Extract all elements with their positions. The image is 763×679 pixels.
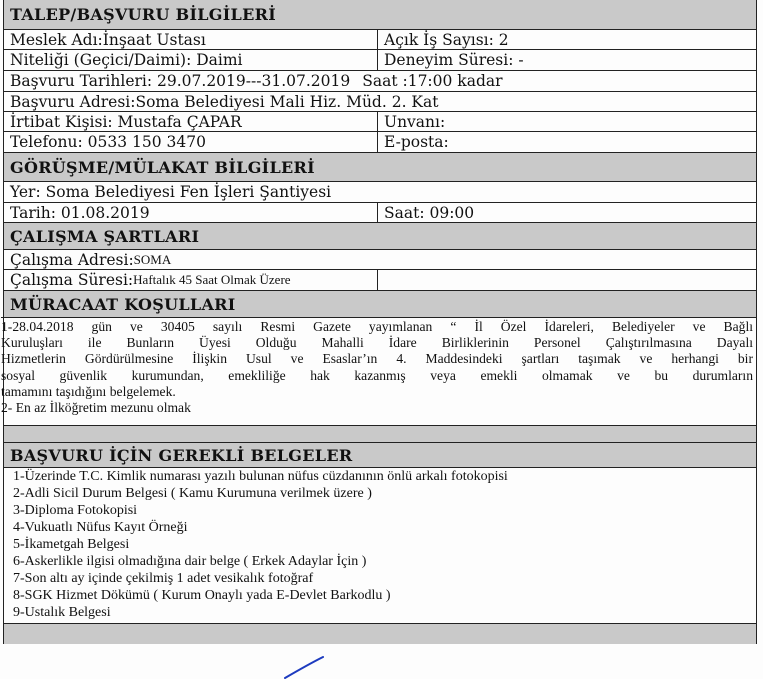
calisma-header	[4, 222, 756, 249]
calisma-sure-value: Haftalık 45 Saat Olmak Üzere	[133, 272, 291, 287]
telefon-row	[4, 131, 756, 152]
muracaat-line: sosyal güvenlik kurumundan, emekliliğe hak kazanmış veya emekli olmamak ve bu durumların	[1, 367, 753, 383]
muracaat-line: tamamını taşıdığını belgelemek.	[1, 383, 176, 399]
list-item: 2-Adli Sicil Durum Belgesi ( Kamu Kurumuna verilmek üzere )	[13, 486, 372, 501]
calisma-title: ÇALIŞMA ŞARTLARI	[10, 226, 200, 246]
basvuru-tarih-cell	[4, 71, 756, 91]
list-item: 6-Askerlikle ilgisi olmadığına dair belge ( Erkek Adaylar İçin )	[13, 554, 367, 569]
nitelik-row	[4, 49, 756, 70]
muracaat-header	[4, 290, 756, 317]
basvuru-adres-row	[4, 91, 756, 111]
muracaat-line: 2- En az İlköğretim mezunu olmak	[1, 400, 191, 416]
telefon-cell: Telefonu: 0533 150 3470	[4, 132, 378, 152]
section-separator-band	[4, 425, 756, 442]
calisma-sure-label: Çalışma Süresi:	[10, 271, 134, 289]
muracaat-title: MÜRACAAT KOŞULLARI	[10, 294, 236, 314]
talep-title: TALEP/BAŞVURU BİLGİLERİ	[10, 5, 276, 24]
calisma-adres-row	[4, 249, 756, 269]
basvuru-adres-cell: Başvuru Adresi:Soma Belediyesi Mali Hiz. Müd. 2. Kat	[10, 92, 439, 111]
unvan-cell: Unvanı:	[384, 112, 446, 131]
gorusme-saat-cell: Saat: 09:00	[384, 203, 475, 222]
gorusme-tarih-row	[4, 202, 756, 222]
gorusme-title: GÖRÜŞME/MÜLAKAT BİLGİLERİ	[10, 157, 315, 177]
next-section-band	[4, 623, 756, 644]
gorusme-header	[4, 152, 756, 181]
muracaat-body	[1, 317, 756, 425]
calisma-adres-value: SOMA	[133, 251, 172, 267]
nitelik-cell: Niteliği (Geçici/Daimi): Daimi	[4, 50, 378, 70]
basvuru-saat: Saat :17:00 kadar	[362, 72, 503, 90]
belgeler-title: BAŞVURU İÇİN GEREKLİ BELGELER	[10, 445, 353, 465]
meslek-row	[4, 29, 756, 49]
list-item: 9-Ustalık Belgesi	[13, 605, 111, 620]
meslek-cell: Meslek Adı:İnşaat Ustası	[4, 30, 378, 49]
gorusme-tarih-cell: Tarih: 01.08.2019	[4, 203, 378, 222]
muracaat-line: Hizmetlerin Gördürülmesine İlişkin Usul ve Esaslar’ın 4. Maddesindeki şartları taşımak ve herhangi bir	[1, 351, 753, 367]
irtibat-cell: İrtibat Kişisi: Mustafa ÇAPAR	[4, 112, 378, 131]
talep-header	[4, 0, 756, 29]
list-item: 8-SGK Hizmet Dökümü ( Kurum Onaylı yada E-Devlet Barkodlu )	[13, 588, 391, 603]
basvuru-tarih-row	[4, 70, 756, 91]
muracaat-line: 1-28.04.2018 gün ve 30405 sayılı Resmi Gazete yayımlanan “ İl Özel İdareleri, Belediyeler ve Bağlı	[1, 319, 753, 334]
calisma-saatleri-cell	[378, 270, 756, 290]
list-item: 3-Diploma Fotokopisi	[13, 503, 138, 518]
gorusme-yer-cell: Yer: Soma Belediyesi Fen İşleri Şantiyesi	[10, 183, 332, 201]
list-item: 4-Vukuatlı Nüfus Kayıt Örneği	[13, 520, 188, 535]
basvuru-tarihleri: Başvuru Tarihleri: 29.07.2019---31.07.2019	[10, 72, 351, 90]
irtibat-row	[4, 111, 756, 131]
gorusme-yer-row	[4, 181, 756, 202]
pen-mark	[283, 655, 333, 679]
calisma-adres-cell	[4, 250, 756, 269]
calisma-sure-cell	[4, 270, 378, 290]
belgeler-header	[4, 442, 756, 467]
list-item: 7-Son altı ay içinde çekilmiş 1 adet vesikalık fotoğraf	[13, 571, 314, 586]
eposta-cell: E-posta:	[384, 133, 449, 151]
calisma-adres-label: Çalışma Adresi:	[10, 250, 134, 269]
form-table	[3, 0, 757, 644]
list-item: 1-Üzerinde T.C. Kimlik numarası yazılı bulunan nüfus cüzdanının önlü arkalı fotokopisi	[13, 469, 508, 484]
deneyim-cell: Deneyim Süresi: -	[384, 51, 524, 69]
acik-is-cell: Açık İş Sayısı: 2	[384, 30, 509, 49]
list-item: 5-İkametgah Belgesi	[13, 537, 130, 552]
belgeler-list	[4, 467, 756, 623]
calisma-sure-row	[4, 269, 756, 290]
muracaat-line: Kuruluşları ile Bunların Üyesi Olduğu Mahalli İdare Birliklerinin Personel Çalıştırılmasına Dayalı	[1, 335, 753, 351]
